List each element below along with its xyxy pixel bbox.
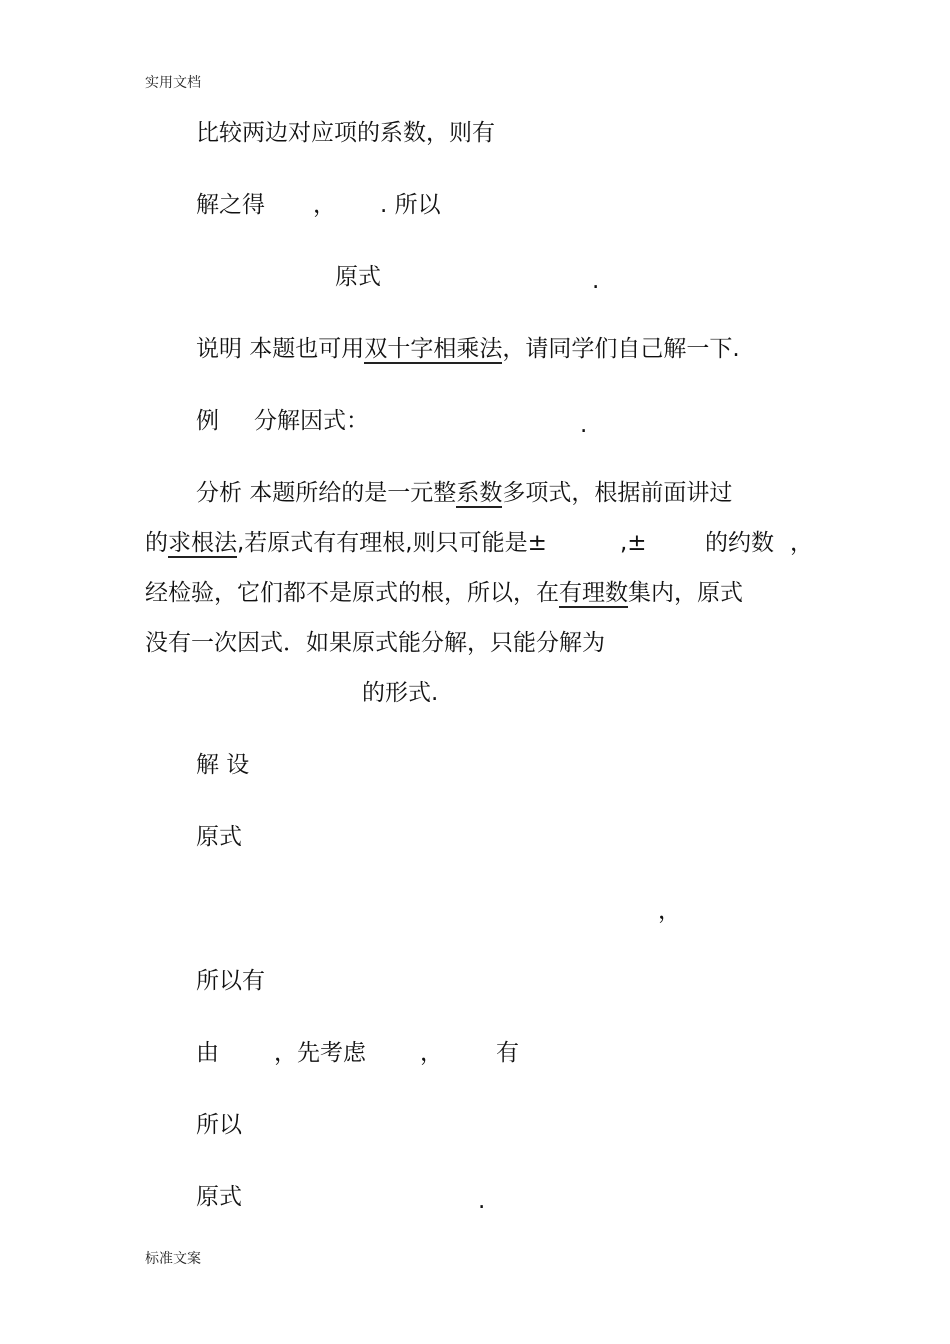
comma: ， [658, 898, 681, 924]
text-segment: 说明 本题也可用 [196, 336, 365, 362]
text-line [196, 478, 732, 508]
text-segment: ，先考虑 [274, 1040, 366, 1066]
text-segment: 经检验，它们都不是原式的根，所以，在 [145, 580, 559, 606]
text-line: 原式 [196, 1184, 242, 1210]
text-line: 解 设 [196, 752, 250, 778]
comma: ， [420, 1040, 443, 1066]
period: . [592, 268, 600, 294]
page-header: 实用文档 [145, 75, 201, 91]
underlined-term: 求根法 [168, 530, 237, 556]
underlined-term: 双十字相乘法 [364, 336, 503, 362]
text-segment: 由 [196, 1040, 219, 1066]
text-line: 所以 [196, 1112, 242, 1138]
comma: ， [313, 192, 336, 218]
text-line [196, 334, 740, 364]
text-line: 比较两边对应项的系数，则有 [196, 120, 495, 146]
text-line: 所以有 [196, 968, 265, 994]
underlined-term: 有理数 [559, 580, 628, 606]
text-line [145, 528, 547, 558]
text-line [145, 578, 743, 608]
text-line: 原式 [196, 824, 242, 850]
text-segment: 的 [145, 530, 168, 556]
example-label: 例 [196, 408, 219, 434]
comma: ， [790, 530, 813, 556]
text-segment: ，请同学们自己解一下. [502, 336, 740, 362]
text-line: 没有一次因式．如果原式能分解，只能分解为 [145, 630, 605, 656]
text-segment: ,± [620, 530, 647, 556]
period: . [580, 412, 588, 438]
text-segment: 的约数 [705, 530, 774, 556]
text-segment: 集内，原式 [628, 580, 743, 606]
text-line: 的形式. [362, 680, 439, 706]
text-line: 原式 [335, 264, 381, 290]
text-line: . 所以 [380, 192, 441, 218]
period: . [478, 1188, 486, 1214]
underlined-term: 系数 [456, 480, 503, 506]
text-segment: 分析 本题所给的是一元整 [196, 480, 457, 506]
page-footer: 标准文案 [145, 1251, 201, 1267]
text-segment: 多项式，根据前面讲过 [502, 480, 733, 506]
text-segment: ,若原式有有理根,则只可能是± [237, 530, 547, 556]
text-segment: 有 [496, 1040, 519, 1066]
text-line: 解之得 [196, 192, 265, 218]
text-line: 分解因式： [254, 408, 369, 434]
